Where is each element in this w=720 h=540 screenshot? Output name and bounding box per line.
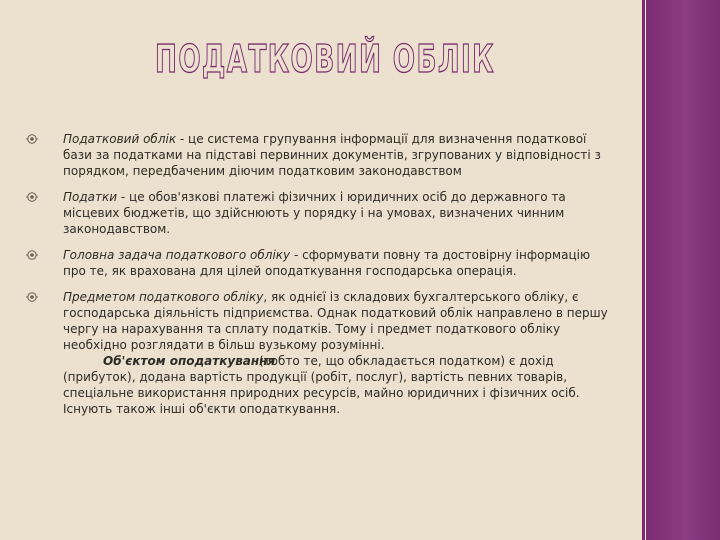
bullet-list — [25, 131, 610, 427]
bullet-item — [25, 247, 610, 279]
ornate-bullet-icon — [25, 291, 39, 303]
bullet-text: - сформувати повну та достовірну інформацію про те, як врахована для цілей оподаткування господарська операція. — [63, 248, 591, 278]
slide-title-text: ПОДАТКОВИЙ ОБЛІК — [155, 37, 495, 81]
ornate-bullet-icon — [25, 133, 39, 145]
bullet-term: Податки — [63, 190, 118, 204]
bullet-text: - це обов'язкові платежі фізичних і юридичних осіб до державного та місцевих бюджетів, що здійснюють у порядку і на умовах, визначених чинним законодавством. — [63, 190, 566, 236]
bullet-term: Головна задача податкового обліку — [63, 248, 291, 262]
bullet-term: Предметом податкового обліку — [63, 290, 264, 304]
bullet-subtext: (тобто те, що обкладається податком) є дохід (прибуток), додана вартість продукції (робіт, послуг), вартість певних товарів, спеціальне використання природних ресурсів, майно юридичних і фізичних осіб. Існують також інші об'єкти оподаткування. — [63, 354, 580, 416]
bullet-subterm: Об'єктом оподаткування — [103, 354, 276, 368]
bullet-term: Податковий облік — [63, 132, 177, 146]
bullet-text: , як однієї із складових бухгалтерського обліку, є господарська діяльність підприємства. Однак податковий облік направлено в першу чергу на нарахування та сплату податків. Тому і предмет податкового обліку необхідно розглядати в більш вузькому розумінні. — [63, 290, 608, 352]
accent-band-divider — [645, 0, 646, 540]
ornate-bullet-icon — [25, 249, 39, 261]
bullet-text: - це система групування інформації для визначення податкової бази за податками на підставі первинних документів, згрупованих у відповідності з порядком, передбаченим діючим податковим законодавством — [63, 132, 601, 178]
slide-title — [145, 28, 505, 88]
ornate-bullet-icon — [25, 191, 39, 203]
bullet-item — [25, 189, 610, 237]
accent-band — [642, 0, 720, 540]
bullet-item — [25, 289, 610, 417]
bullet-item — [25, 131, 610, 179]
